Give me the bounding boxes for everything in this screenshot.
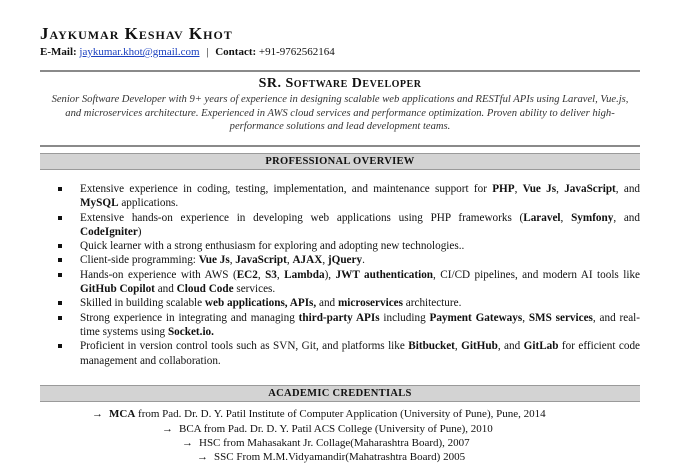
education-item [162, 422, 493, 436]
overview-item [58, 311, 640, 340]
contact-label: Contact: [215, 46, 257, 58]
overview-highlight: Laravel [523, 211, 561, 224]
overview-text: applications. [118, 197, 179, 210]
overview-highlight: JavaScript [235, 254, 287, 267]
overview-text: including [379, 311, 430, 324]
overview-item [58, 339, 640, 368]
overview-text: , CI/CD pipelines, and modern AI tools like [433, 268, 641, 281]
summary-divider [40, 145, 640, 147]
overview-highlight: Vue Js [522, 183, 557, 195]
overview-highlight: Vue Js [198, 254, 230, 267]
overview-list [58, 182, 640, 368]
overview-text: services. [233, 283, 276, 296]
overview-highlight: Lambda [284, 268, 325, 281]
education-item [92, 407, 546, 421]
overview-item [58, 296, 640, 310]
overview-text: Quick learner with a strong enthusiasm for exploring and adopting new technologies.. [80, 240, 465, 253]
overview-text: , [229, 254, 236, 267]
overview-highlight: web applications, APIs, [204, 297, 317, 310]
square-bullet-icon [58, 344, 62, 348]
square-bullet-icon [58, 301, 62, 305]
overview-text: Extensive hands-on experience in developing web applications using PHP frameworks ( [80, 211, 524, 224]
section-header-overview-text: PROFESSIONAL OVERVIEW [265, 156, 415, 167]
overview-highlight: S3 [265, 268, 277, 281]
education-item [197, 450, 465, 464]
overview-text: architecture. [402, 297, 462, 310]
overview-text: , and real-time systems using [80, 311, 641, 338]
overview-text: Proficient in version control tools such as SVN, Git, and platforms like [80, 340, 409, 353]
overview-text: , and [615, 183, 641, 195]
overview-highlight: JWT authentication [335, 268, 434, 281]
overview-text: , and [497, 340, 524, 353]
overview-highlight: microservices [337, 297, 403, 310]
overview-item [58, 268, 640, 297]
education-text: from Pad. Dr. D. Y. Patil Institute of Computer Application (University of Pune), Pune, 2014 [135, 408, 546, 420]
candidate-name [40, 24, 233, 44]
overview-text: Extensive experience in coding, testing, implementation, and maintenance support for [80, 183, 493, 195]
square-bullet-icon [58, 316, 62, 320]
education-text: HSC from Mahasakant Jr. Collage(Maharashtra Board), 2007 [199, 437, 470, 449]
contact-separator: | [206, 46, 209, 58]
overview-text: , [522, 311, 529, 324]
education-text: BCA from Pad. Dr. D. Y. Patil ACS College (University of Pune), 2010 [179, 423, 493, 435]
overview-item [58, 182, 640, 211]
overview-text: . [362, 254, 365, 267]
overview-text: Skilled in building scalable [80, 297, 205, 310]
right-arrow-icon: → [197, 451, 208, 463]
right-arrow-icon: → [182, 437, 193, 449]
overview-highlight: Cloud Code [176, 283, 234, 296]
overview-highlight: jQuery [327, 254, 363, 267]
right-arrow-icon: → [162, 423, 173, 435]
overview-highlight: JavaScript [564, 183, 616, 195]
candidate-name-text: Jaykumar Keshav Khot [40, 24, 233, 43]
overview-text: Strong experience in integrating and managing [80, 311, 299, 324]
overview-highlight: GitHub Copilot [80, 283, 155, 296]
square-bullet-icon [58, 273, 62, 277]
job-title [40, 75, 640, 92]
education-item [182, 436, 470, 450]
square-bullet-icon [58, 216, 62, 220]
overview-highlight: GitLab [523, 340, 559, 353]
square-bullet-icon [58, 258, 62, 262]
overview-highlight: AJAX [292, 254, 323, 267]
square-bullet-icon [58, 244, 62, 248]
overview-text: and [316, 297, 338, 310]
overview-highlight: third-party APIs [298, 311, 380, 324]
overview-text: , and [613, 211, 640, 224]
section-header-overview [40, 153, 640, 170]
overview-text: , [276, 268, 285, 281]
professional-summary: Senior Software Developer with 9+ years of experience in designing scalable web applications and RESTful APIs using Laravel, Vue.js, and microservices architecture. Experienced in AWS cloud services and performance optimization. Proven ability to deliver high-performance solutions and lead development teams. [51, 94, 629, 132]
overview-text: for efficient code management and collaboration. [80, 340, 641, 367]
section-header-academic [40, 385, 640, 402]
overview-item [58, 211, 640, 240]
contact-line [40, 45, 335, 59]
overview-text: , [286, 254, 293, 267]
phone-number: +91-9762562164 [258, 46, 335, 58]
overview-item [58, 253, 640, 267]
overview-item [58, 239, 640, 253]
overview-highlight: PHP [492, 183, 515, 195]
overview-text: , [454, 340, 462, 353]
overview-highlight: SMS services [528, 311, 593, 324]
overview-highlight: MySQL [80, 197, 119, 210]
overview-text: and [154, 283, 177, 296]
education-degree: MCA [109, 408, 136, 420]
header-divider [40, 70, 640, 72]
overview-text: Hands-on experience with AWS ( [80, 268, 237, 281]
overview-highlight: Socket.io. [167, 325, 214, 338]
overview-text: ), [324, 268, 336, 281]
overview-highlight: Bitbucket [408, 340, 455, 353]
email-label: E-Mail: [40, 46, 77, 58]
overview-text: , [514, 183, 523, 195]
square-bullet-icon [58, 187, 62, 191]
overview-highlight: CodeIgniter [80, 225, 138, 238]
overview-highlight: Payment Gateways [429, 311, 523, 324]
overview-text: , [257, 268, 266, 281]
education-text: SSC From M.M.Vidyamandir(Mahatrashtra Board) 2005 [214, 451, 466, 463]
overview-highlight: EC2 [236, 268, 258, 281]
right-arrow-icon: → [92, 408, 103, 420]
overview-text: , [322, 254, 328, 267]
overview-text: Client-side programming: [80, 254, 199, 267]
overview-text: ) [137, 225, 142, 238]
overview-text: , [556, 183, 565, 195]
section-header-academic-text: ACADEMIC CREDENTIALS [268, 388, 412, 399]
overview-text: , [560, 211, 572, 224]
job-title-text: SR. Software Developer [258, 76, 422, 91]
overview-highlight: GitHub [461, 340, 498, 353]
overview-highlight: Symfony [571, 211, 614, 224]
email-link[interactable]: jaykumar.khot@gmail.com [79, 46, 200, 58]
